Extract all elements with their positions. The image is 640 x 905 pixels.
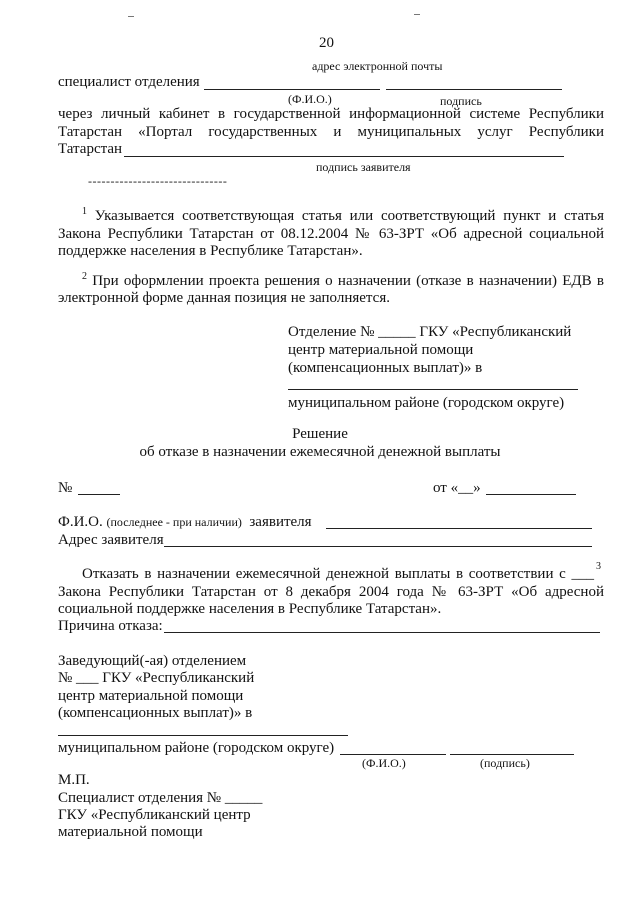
stamp-mark: М.П. <box>58 772 90 788</box>
reason-label: Причина отказа: <box>58 618 163 634</box>
number-label: № <box>58 480 73 496</box>
footer-line-3: материальной помощи <box>58 824 203 840</box>
applicant-blank-line[interactable] <box>124 156 564 157</box>
fio-line: Ф.И.О. (последнее - при наличии) заявителя <box>58 514 312 530</box>
address-blank-line[interactable] <box>164 546 592 547</box>
portal-line-2: Татарстан «Портал государственных и муниципальных услуг Республики <box>58 124 604 140</box>
footnote-2-line-2: электронной форме данная позиция не заполняется. <box>58 290 390 306</box>
signatory-line-3: центр материальной помощи <box>58 688 244 704</box>
address-label: Адрес заявителя <box>58 532 164 548</box>
page-number: 20 <box>319 35 334 51</box>
footnote-1-mark: 1 <box>82 206 87 217</box>
recipient-line-3: (компенсационных выплат)» в <box>288 360 483 376</box>
signatory-fio-caption: (Ф.И.О.) <box>362 756 406 770</box>
applicant-fio-blank-line[interactable] <box>326 528 592 529</box>
signatory-signature-blank-line[interactable] <box>450 754 574 755</box>
footnote-separator: ------------------------------- <box>88 174 228 188</box>
signatory-line-4: (компенсационных выплат)» в <box>58 705 253 721</box>
footer-line-1: Специалист отделения № _____ <box>58 790 263 806</box>
signature-blank-line[interactable] <box>386 89 562 90</box>
number-blank-line[interactable] <box>78 494 120 495</box>
signature-caption: подпись <box>440 94 482 108</box>
footnote-2-mark: 2 <box>82 271 87 282</box>
applicant-signature-caption: подпись заявителя <box>316 160 411 174</box>
recipient-line-2: центр материальной помощи <box>288 342 474 358</box>
footer-line-2: ГКУ «Республиканский центр <box>58 807 251 823</box>
footnote-1-line-3: поддержке населения в Республике Татарстан». <box>58 243 363 259</box>
scan-mark <box>414 14 420 15</box>
portal-line-3: Татарстан <box>58 141 123 157</box>
reason-blank-line[interactable] <box>164 632 600 633</box>
footnote-1-line-1: $^1$ Указывается соответствующая статья или соответствующий пункт и статья <box>82 206 605 224</box>
email-caption: адрес электронной почты <box>312 59 443 73</box>
decision-subtitle: об отказе в назначении ежемесячной денежной выплаты <box>139 444 501 460</box>
decision-title: Решение <box>292 426 348 442</box>
decision-body-mark: 3 <box>596 561 601 572</box>
scan-mark <box>128 16 134 17</box>
date-blank-line[interactable] <box>486 494 576 495</box>
signatory-signature-caption: (подпись) <box>480 756 530 770</box>
date-label: от «__» <box>433 480 481 496</box>
recipient-blank-line[interactable] <box>288 389 578 390</box>
decision-body-line-3: социальной поддержке населения в Республике Татарстан». <box>58 601 442 617</box>
recipient-line-1: Отделение № _____ ГКУ «Республиканский <box>288 324 572 340</box>
signatory-line-1: Заведующий(-ая) отделением <box>58 653 247 669</box>
signatory-fio-blank-line[interactable] <box>340 754 446 755</box>
decision-body-line-2: Закона Республики Татарстан от 8 декабря 2004 года № 63-ЗРТ «Об адресной <box>58 584 604 600</box>
fio-caption: (Ф.И.О.) <box>288 92 332 106</box>
specialist-label: специалист отделения <box>58 74 200 90</box>
signatory-blank-line[interactable] <box>58 735 348 736</box>
fio-blank-line[interactable] <box>204 89 380 90</box>
portal-line-1: через личный кабинет в государственной информационной системе Республики <box>58 106 604 122</box>
decision-body-line-1: Отказать в назначении ежемесячной денежной выплаты в соответствии с ___ <box>82 566 594 582</box>
recipient-line-4: муниципальном районе (городском округе) <box>288 395 565 411</box>
footnote-1-line-2: Закона Республики Татарстан от 08.12.2004 № 63-ЗРТ «Об адресной социальной <box>58 226 604 242</box>
signatory-line-2: № ___ ГКУ «Республиканский <box>58 670 255 686</box>
footnote-2-line-1: $^2$ При оформлении проекта решения о назначении (отказе в назначении) ЕДВ в <box>82 271 604 289</box>
signatory-line-5: муниципальном районе (городском округе) <box>58 740 335 756</box>
